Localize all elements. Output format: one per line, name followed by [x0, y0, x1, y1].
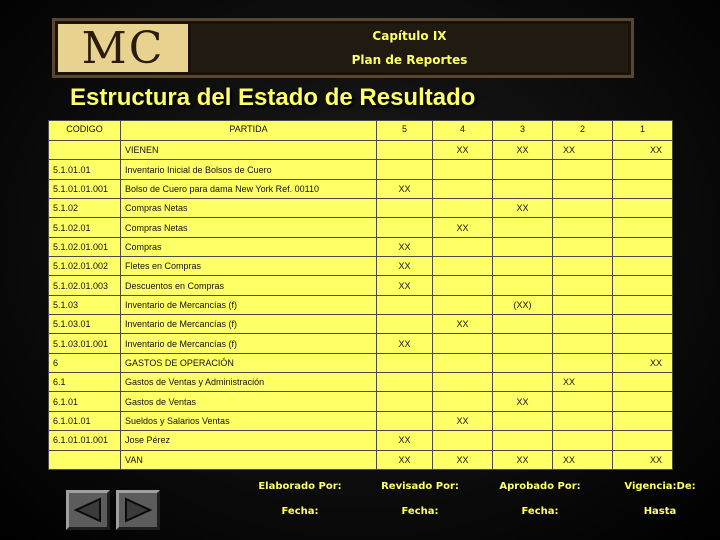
cell-partida: Bolso de Cuero para dama New York Ref. 00110 — [121, 179, 377, 198]
signoff-date-label: Fecha: — [281, 506, 319, 517]
table-row — [49, 450, 673, 470]
cell-partida: Inventario de Mercancías (f) — [121, 315, 377, 334]
header-title-bar — [191, 24, 628, 72]
cell-codigo — [49, 141, 121, 160]
signoff-label: Elaborado Por: — [258, 481, 342, 492]
cell-col-5 — [377, 392, 433, 411]
signoff-vigencia — [600, 476, 720, 536]
table-header-row — [49, 121, 673, 141]
cell-col-2 — [553, 295, 613, 314]
cell-col-1: XX — [613, 141, 673, 160]
cell-col-2 — [553, 199, 613, 218]
cell-codigo: 5.1.02.01.002 — [49, 257, 121, 276]
cell-partida: Fletes en Compras — [121, 257, 377, 276]
table-row — [49, 334, 673, 353]
cell-partida: Gastos de Ventas — [121, 392, 377, 411]
cell-col-3 — [493, 373, 553, 392]
signoff-label: Revisado Por: — [381, 481, 459, 492]
column-header-1: 1 — [613, 121, 673, 141]
cell-col-1 — [613, 179, 673, 198]
slide-navigation — [66, 490, 160, 530]
column-header-5: 5 — [377, 121, 433, 141]
cell-col-5 — [377, 199, 433, 218]
cell-col-4 — [433, 237, 493, 256]
cell-col-1: XX — [613, 450, 673, 470]
cell-col-4 — [433, 431, 493, 450]
cell-col-2 — [553, 257, 613, 276]
cell-codigo: 5.1.03.01 — [49, 315, 121, 334]
cell-partida: GASTOS DE OPERACIÓN — [121, 353, 377, 372]
cell-codigo: 6 — [49, 353, 121, 372]
cell-col-2 — [553, 276, 613, 295]
table-row — [49, 257, 673, 276]
cell-col-3 — [493, 276, 553, 295]
cell-col-5 — [377, 315, 433, 334]
signoff-aprobado — [480, 476, 600, 536]
cell-col-4: XX — [433, 411, 493, 430]
signoff-date-label: Fecha: — [521, 506, 559, 517]
cell-partida: Compras Netas — [121, 199, 377, 218]
signoff-elaborado — [240, 476, 360, 536]
cell-col-4 — [433, 257, 493, 276]
table-row — [49, 411, 673, 430]
chapter-label: Capítulo IX — [372, 29, 447, 43]
table-row — [49, 199, 673, 218]
cell-col-5: XX — [377, 179, 433, 198]
column-header-4: 4 — [433, 121, 493, 141]
cell-col-3 — [493, 411, 553, 430]
cell-codigo: 5.1.02.01.003 — [49, 276, 121, 295]
cell-col-1 — [613, 392, 673, 411]
cell-codigo: 6.1.01 — [49, 392, 121, 411]
column-header-codigo: CODIGO — [49, 121, 121, 141]
cell-col-1 — [613, 373, 673, 392]
cell-col-5 — [377, 218, 433, 237]
cell-col-1 — [613, 334, 673, 353]
signoff-date-label: Hasta — [643, 506, 677, 517]
cell-partida: Compras Netas — [121, 218, 377, 237]
cell-col-5: XX — [377, 450, 433, 470]
cell-col-4 — [433, 353, 493, 372]
cell-col-1 — [613, 199, 673, 218]
cell-col-2 — [553, 431, 613, 450]
cell-partida: Gastos de Ventas y Administración — [121, 373, 377, 392]
cell-codigo: 6.1.01.01 — [49, 411, 121, 430]
cell-partida: Sueldos y Salarios Ventas — [121, 411, 377, 430]
cell-col-5 — [377, 411, 433, 430]
cell-col-5 — [377, 160, 433, 179]
cell-col-5: XX — [377, 431, 433, 450]
table-row — [49, 392, 673, 411]
cell-codigo — [49, 450, 121, 470]
cell-col-1 — [613, 257, 673, 276]
cell-col-3 — [493, 160, 553, 179]
cell-col-3 — [493, 179, 553, 198]
approval-signoff — [240, 476, 720, 536]
cell-col-5 — [377, 353, 433, 372]
cell-col-2 — [553, 353, 613, 372]
cell-col-1: XX — [613, 353, 673, 372]
column-header-2: 2 — [553, 121, 613, 141]
cell-col-1 — [613, 276, 673, 295]
cell-col-4 — [433, 334, 493, 353]
cell-codigo: 5.1.03 — [49, 295, 121, 314]
cell-partida: Compras — [121, 237, 377, 256]
cell-col-3: XX — [493, 199, 553, 218]
signoff-label: Vigencia:De: — [624, 481, 696, 492]
cell-col-1 — [613, 237, 673, 256]
cell-col-2 — [553, 334, 613, 353]
cell-col-5 — [377, 141, 433, 160]
column-header-partida: PARTIDA — [121, 121, 377, 141]
cell-col-3: XX — [493, 450, 553, 470]
cell-col-2 — [553, 411, 613, 430]
cell-col-1 — [613, 315, 673, 334]
cell-col-3 — [493, 257, 553, 276]
cell-col-4 — [433, 295, 493, 314]
cell-col-1 — [613, 218, 673, 237]
cell-partida: Jose Pérez — [121, 431, 377, 450]
cell-col-1 — [613, 160, 673, 179]
cell-col-2: XX — [553, 141, 613, 160]
cell-col-5: XX — [377, 334, 433, 353]
cell-partida: Inventario Inicial de Bolsos de Cuero — [121, 160, 377, 179]
table-row — [49, 237, 673, 256]
cell-col-3: (XX) — [493, 295, 553, 314]
cell-col-2 — [553, 218, 613, 237]
table-row — [49, 276, 673, 295]
cell-col-1 — [613, 431, 673, 450]
cell-partida: Inventario de Mercancías (f) — [121, 334, 377, 353]
cell-codigo: 6.1.01.01.001 — [49, 431, 121, 450]
table-row — [49, 218, 673, 237]
cell-codigo: 5.1.02.01.001 — [49, 237, 121, 256]
table-row — [49, 373, 673, 392]
cell-col-3: XX — [493, 141, 553, 160]
cell-col-5: XX — [377, 237, 433, 256]
cell-col-4 — [433, 160, 493, 179]
cell-col-4: XX — [433, 450, 493, 470]
mc-logo — [58, 24, 188, 72]
table-row — [49, 353, 673, 372]
cell-col-2 — [553, 315, 613, 334]
cell-col-2 — [553, 392, 613, 411]
table-row — [49, 431, 673, 450]
cell-col-3 — [493, 218, 553, 237]
cell-codigo: 5.1.01.01 — [49, 160, 121, 179]
cell-col-3 — [493, 315, 553, 334]
table-row — [49, 315, 673, 334]
cell-col-4 — [433, 276, 493, 295]
cell-col-5 — [377, 373, 433, 392]
cell-codigo: 6.1 — [49, 373, 121, 392]
column-header-3: 3 — [493, 121, 553, 141]
cell-codigo: 5.1.02 — [49, 199, 121, 218]
next-slide-button[interactable] — [116, 490, 160, 530]
cell-col-4 — [433, 199, 493, 218]
cell-col-1 — [613, 411, 673, 430]
cell-col-4: XX — [433, 141, 493, 160]
chapter-header — [52, 18, 634, 78]
cell-col-5: XX — [377, 257, 433, 276]
cell-col-2 — [553, 179, 613, 198]
cell-col-1 — [613, 295, 673, 314]
table-row — [49, 141, 673, 160]
cell-col-5 — [377, 295, 433, 314]
cell-partida: VAN — [121, 450, 377, 470]
table-row — [49, 160, 673, 179]
cell-col-4: XX — [433, 218, 493, 237]
cell-partida: Descuentos en Compras — [121, 276, 377, 295]
cell-col-4 — [433, 392, 493, 411]
cell-codigo: 5.1.02.01 — [49, 218, 121, 237]
cell-col-3 — [493, 431, 553, 450]
page-title: Estructura del Estado de Resultado — [70, 84, 476, 111]
cell-col-3 — [493, 237, 553, 256]
cell-partida: Inventario de Mercancías (f) — [121, 295, 377, 314]
cell-col-4 — [433, 373, 493, 392]
cell-col-3 — [493, 353, 553, 372]
income-statement-table — [48, 120, 673, 470]
cell-col-2: XX — [553, 450, 613, 470]
cell-col-5: XX — [377, 276, 433, 295]
cell-col-2: XX — [553, 373, 613, 392]
cell-col-3: XX — [493, 392, 553, 411]
triangle-right-icon — [122, 496, 154, 524]
table-body — [49, 141, 673, 470]
cell-col-3 — [493, 334, 553, 353]
logo-text: MC — [81, 22, 165, 74]
cell-col-4 — [433, 179, 493, 198]
previous-slide-button[interactable] — [66, 490, 110, 530]
signoff-label: Aprobado Por: — [499, 481, 581, 492]
section-subtitle: Plan de Reportes — [351, 53, 468, 67]
cell-col-2 — [553, 237, 613, 256]
cell-codigo: 5.1.01.01.001 — [49, 179, 121, 198]
signoff-revisado — [360, 476, 480, 536]
table-row — [49, 295, 673, 314]
cell-partida: VIENEN — [121, 141, 377, 160]
cell-col-4: XX — [433, 315, 493, 334]
signoff-date-label: Fecha: — [401, 506, 439, 517]
triangle-left-icon — [72, 496, 104, 524]
table-row — [49, 179, 673, 198]
cell-codigo: 5.1.03.01.001 — [49, 334, 121, 353]
cell-col-2 — [553, 160, 613, 179]
